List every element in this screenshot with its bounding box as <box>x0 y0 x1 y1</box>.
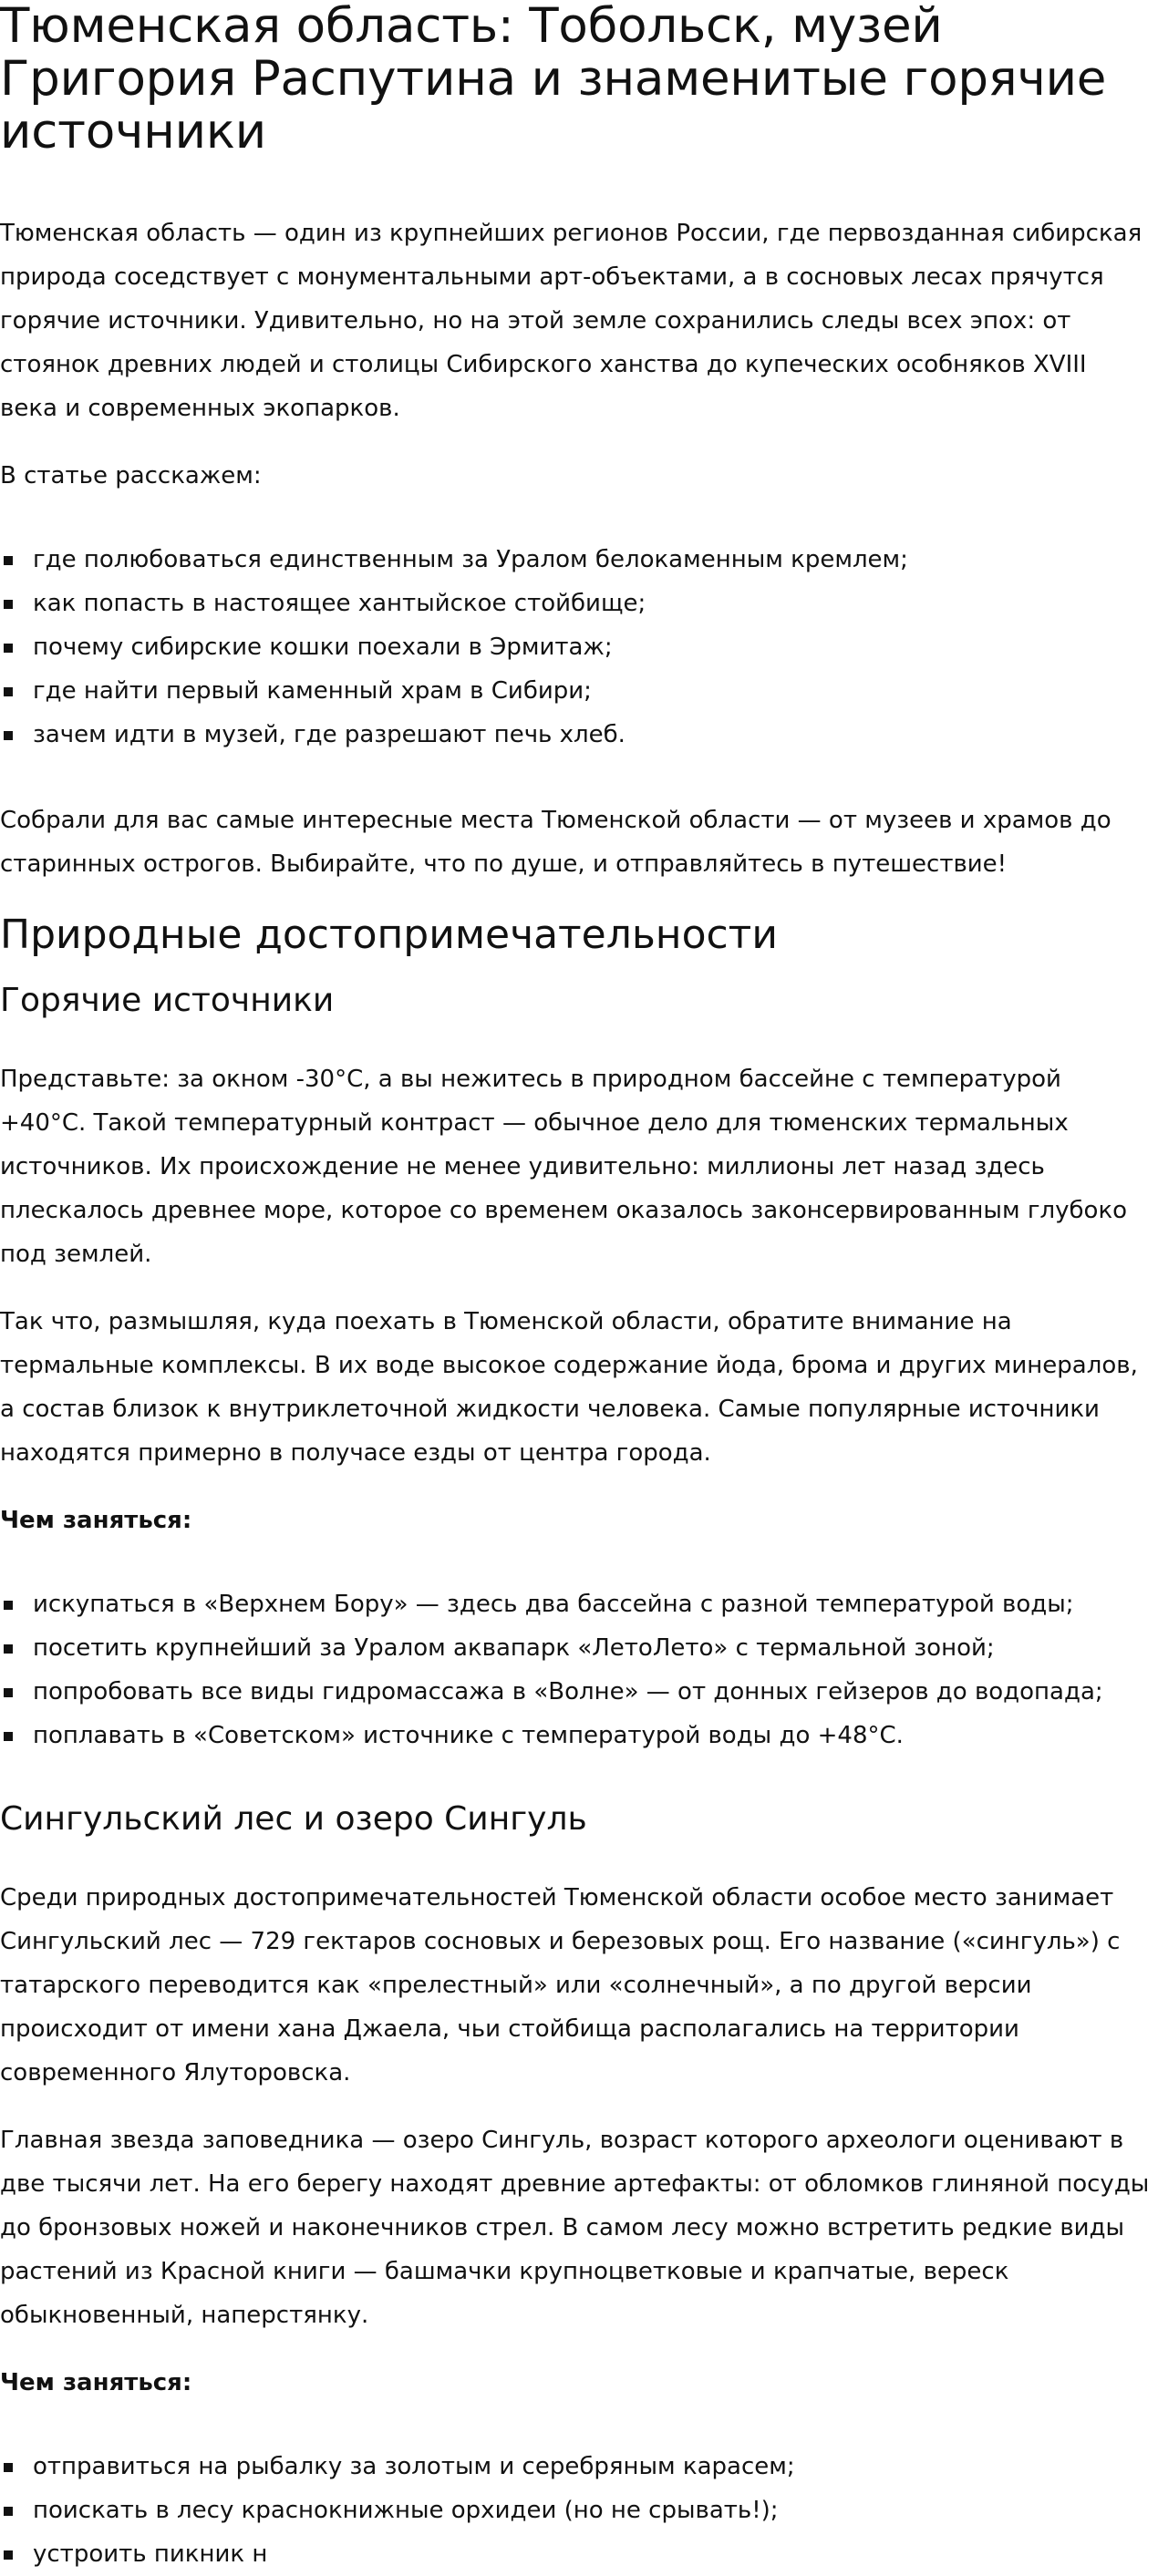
subsection-heading-hot-springs: Горячие источники <box>0 982 335 1019</box>
list-item: поискать в лесу краснокнижные орхидеи (но не срывать!); <box>0 2488 1151 2532</box>
list-item: посетить крупнейший за Уралом аквапарк «ЛетоЛето» с термальной зоной; <box>0 1626 1151 1670</box>
list-item: устроить пикник н <box>0 2532 1151 2576</box>
list-item: почему сибирские кошки поехали в Эрмитаж; <box>0 625 1151 669</box>
list-item: зачем идти в музей, где разрешают печь хлеб. <box>0 713 1151 757</box>
intro-outro-paragraph: Собрали для вас самые интересные места Тюменской области — от музеев и храмов до старинных острогов. Выбирайте, что по душе, и отправляйтесь в путешествие! <box>0 807 1111 878</box>
list-item: где найти первый каменный храм в Сибири; <box>0 669 1151 713</box>
intro-list <box>0 538 1151 757</box>
intro-list-lead: В статье расскажем: <box>0 462 262 489</box>
list-item: поплавать в «Советском» источнике с температурой воды до +48°C. <box>0 1714 1151 1757</box>
hot-springs-paragraph-2: Так что, размышляя, куда поехать в Тюменской области, обратите внимание на термальные комплексы. В их воде высокое содержание йода, брома и других минералов, а состав близок к внутриклеточной жидкости человека. Самые популярные источники находятся примерно в получасе езды от центра города. <box>0 1308 1138 1467</box>
singul-todo-list <box>0 2445 1151 2576</box>
hot-springs-todo-label: Чем заняться: <box>0 1507 192 1534</box>
intro-paragraph: Тюменская область — один из крупнейших регионов России, где первозданная сибирская природа соседствует с монументальными арт-объектами, а в сосновых лесах прячутся горячие источники. Удивительно, но на этой земле сохранились следы всех эпох: от стоянок древних людей и столицы Сибирского ханства до купеческих особняков XVIII века и современных экопарков. <box>0 220 1142 422</box>
hot-springs-paragraph-1: Представьте: за окном -30°C, а вы нежитесь в природном бассейне с температурой +40°C. Такой температурный контраст — обычное дело для тюменских термальных источников. Их происхождение не менее удивительно: миллионы лет назад здесь плескалось древнее море, которое со временем оказалось законсервированным глубоко под землей. <box>0 1066 1128 1268</box>
singul-paragraph-2: Главная звезда заповедника — озеро Сингуль, возраст которого археологи оценивают в две тысячи лет. На его берегу находят древние артефакты: от обломков глиняной посуды до бронзовых ножей и наконечников стрел. В самом лесу можно встретить редкие виды растений из Красной книги — башмачки крупноцветковые и крапчатые, вереск обыкновенный, наперстянку. <box>0 2127 1150 2329</box>
list-item: отправиться на рыбалку за золотым и серебряным карасем; <box>0 2445 1151 2488</box>
list-item: где полюбоваться единственным за Уралом белокаменным кремлем; <box>0 538 1151 582</box>
section-heading-nature: Природные достопримечательности <box>0 912 778 958</box>
singul-paragraph-1: Среди природных достопримечательностей Тюменской области особое место занимает Сингульский лес — 729 гектаров сосновых и березовых рощ. Его название («сингуль») с татарского переводится как «прелестный» или «солнечный», а по другой версии происходит от имени хана Джаела, чьи стойбища располагались на территории современного Ялуторовска. <box>0 1884 1121 2087</box>
singul-todo-label: Чем заняться: <box>0 2369 192 2396</box>
page-title: Тюменская область: Тобольск, музей Григория Распутина и знаменитые горячие источники <box>0 0 1107 160</box>
hot-springs-todo-list <box>0 1582 1151 1757</box>
list-item: искупаться в «Верхнем Бору» — здесь два бассейна с разной температурой воды; <box>0 1582 1151 1626</box>
subsection-heading-singul: Сингульский лес и озеро Сингуль <box>0 1800 587 1838</box>
list-item: как попасть в настоящее хантыйское стойбище; <box>0 582 1151 625</box>
list-item: попробовать все виды гидромассажа в «Волне» — от донных гейзеров до водопада; <box>0 1670 1151 1714</box>
